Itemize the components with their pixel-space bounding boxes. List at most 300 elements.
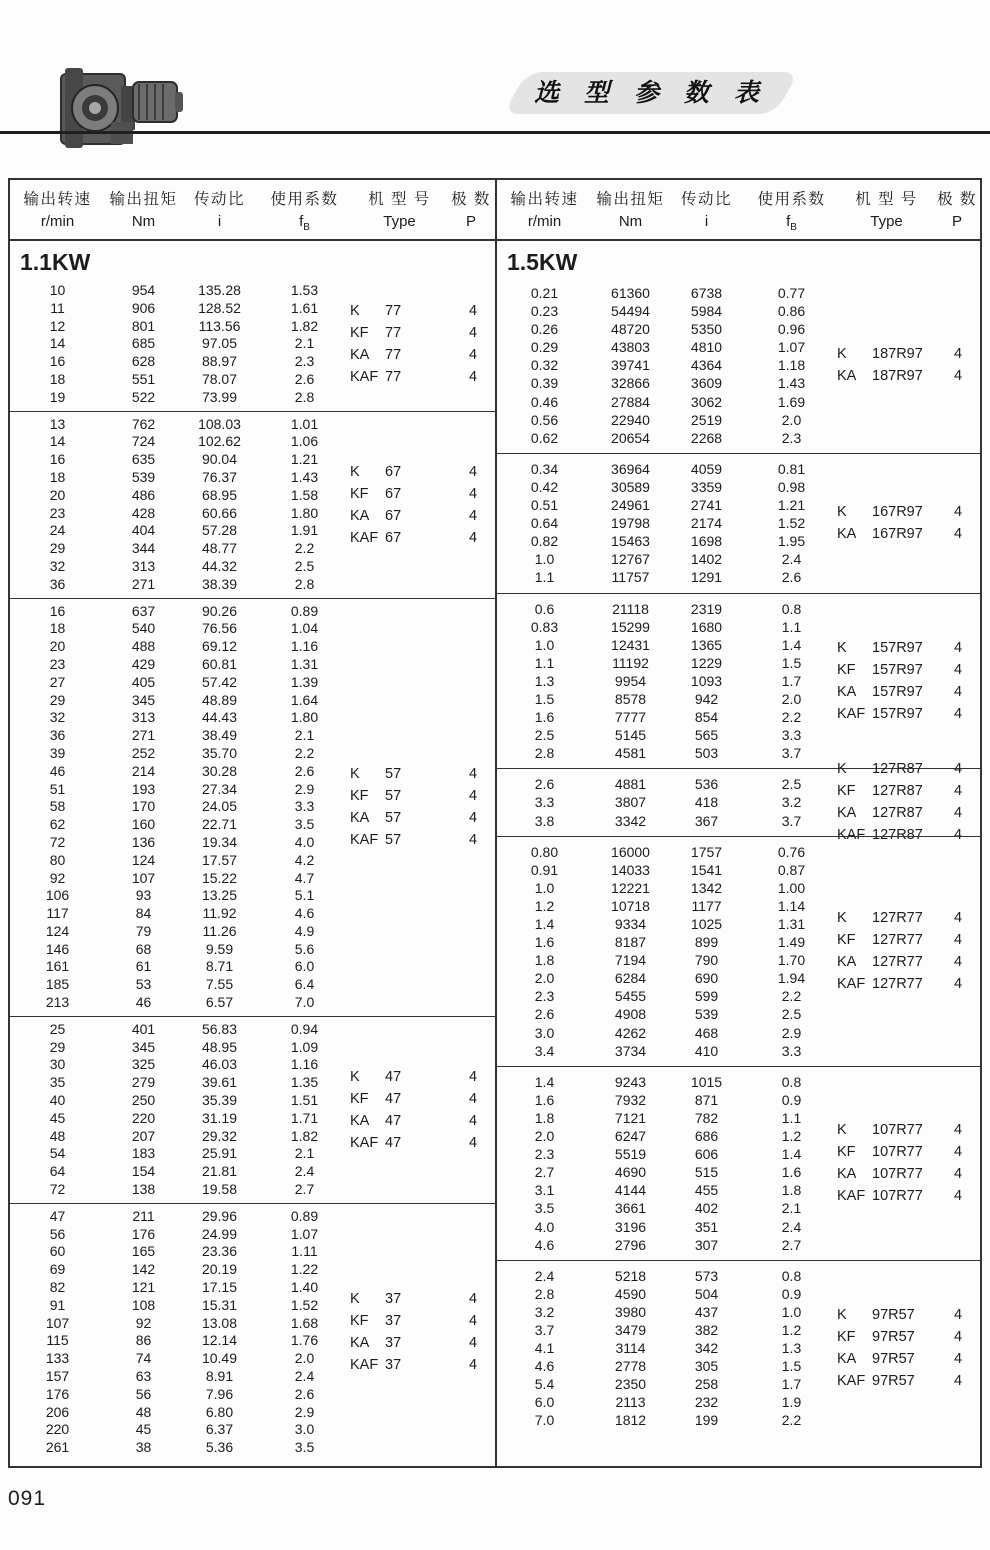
- value-cell: 19: [49, 388, 66, 405]
- value-cell: 0.56: [530, 411, 559, 428]
- poles-value: 4: [468, 463, 478, 480]
- value-cell: 2.7: [781, 1236, 802, 1253]
- value-cell: 3114: [615, 1340, 646, 1357]
- value-cell: 1.0: [781, 1303, 802, 1320]
- value-cell: 1.5: [781, 1358, 802, 1375]
- table-row: [497, 460, 839, 478]
- value-cell: 16000: [611, 843, 650, 860]
- value-cell: 6.4: [294, 976, 315, 993]
- type-row: [837, 1326, 975, 1348]
- value-cell: 1.16: [290, 638, 319, 655]
- value-cell: 14: [49, 433, 66, 450]
- value-cell: 7.0: [294, 994, 315, 1011]
- value-cell: 0.8: [781, 1073, 802, 1090]
- value-cell: 522: [131, 388, 156, 405]
- value-cell: 121: [131, 1279, 156, 1296]
- value-cell: 154: [131, 1163, 156, 1180]
- value-cell: 2741: [690, 497, 723, 514]
- type-row: [837, 780, 975, 802]
- value-cell: 637: [131, 602, 156, 619]
- value-cell: 1.2: [781, 1128, 802, 1145]
- value-cell: 1.0: [534, 879, 555, 896]
- table-row: [497, 987, 839, 1005]
- value-cell: 1.3: [781, 1340, 802, 1357]
- value-cell: 0.39: [530, 375, 559, 392]
- value-cell: 367: [694, 812, 719, 829]
- type-model: 107R77: [872, 1188, 923, 1205]
- table-row: [497, 1321, 839, 1339]
- value-cell: 1.11: [291, 1243, 318, 1260]
- header-cn-label: 传动比: [680, 191, 732, 208]
- type-model: 107R77: [872, 1144, 923, 1161]
- value-cell: 61: [135, 958, 152, 975]
- poles-value: 4: [468, 1112, 478, 1129]
- table-row: [497, 744, 839, 762]
- table-row: [497, 1024, 839, 1042]
- type-series: KA: [837, 805, 857, 822]
- value-cell: 3.2: [781, 794, 802, 811]
- table-row: [497, 302, 839, 320]
- value-cell: 68.95: [201, 486, 238, 503]
- type-row: [837, 1141, 975, 1163]
- value-cell: 56: [135, 1385, 152, 1402]
- value-cell: 93: [135, 887, 152, 904]
- type-model: 77: [385, 325, 402, 342]
- value-cell: 551: [131, 370, 156, 387]
- type-series: K: [837, 910, 847, 927]
- value-cell: 27: [49, 673, 66, 690]
- header-cn-label: 使用系数: [757, 191, 826, 208]
- type-model: 37: [385, 1291, 402, 1308]
- value-cell: 45: [135, 1421, 152, 1438]
- value-cell: 428: [131, 504, 156, 521]
- value-cell: 161: [45, 958, 70, 975]
- value-cell: 6284: [614, 970, 647, 987]
- value-cell: 4.0: [294, 833, 315, 850]
- header-cn-label: 输出转速: [510, 191, 579, 208]
- table-row: [10, 941, 352, 959]
- value-cell: 271: [131, 575, 156, 592]
- value-cell: 47: [49, 1207, 66, 1224]
- poles-value: 4: [953, 1122, 963, 1139]
- poles-value: 4: [468, 1313, 478, 1330]
- type-row: [837, 758, 975, 780]
- value-cell: 48720: [611, 321, 650, 338]
- value-cell: 2.2: [781, 988, 802, 1005]
- table-row: [10, 1039, 352, 1057]
- value-cell: 2.3: [781, 429, 802, 446]
- value-cell: 18: [49, 370, 66, 387]
- value-cell: 107: [45, 1314, 70, 1331]
- type-row: [350, 1288, 490, 1310]
- value-cell: 48.89: [201, 691, 238, 708]
- table-row: [497, 1218, 839, 1236]
- table-row: [497, 284, 839, 302]
- value-cell: 30589: [611, 478, 650, 495]
- value-cell: 32: [49, 557, 66, 574]
- value-cell: 19.34: [201, 833, 238, 850]
- value-cell: 24: [49, 522, 66, 539]
- value-cell: 2.3: [534, 1146, 555, 1163]
- value-cell: 60: [49, 1243, 66, 1260]
- type-series: KAF: [350, 832, 379, 849]
- value-cell: 15299: [611, 618, 650, 635]
- table-row: [10, 816, 352, 834]
- value-cell: 82: [49, 1279, 66, 1296]
- table-row: [497, 1303, 839, 1321]
- value-cell: 25: [49, 1020, 66, 1037]
- poles-value: 4: [953, 761, 963, 778]
- type-model: 47: [385, 1068, 402, 1085]
- value-cell: 43803: [611, 339, 650, 356]
- value-cell: 8578: [614, 690, 647, 707]
- poles-value: 4: [953, 932, 963, 949]
- value-cell: 0.96: [777, 321, 806, 338]
- value-cell: 3.3: [781, 1042, 802, 1059]
- value-cell: 0.62: [530, 429, 559, 446]
- header-unit-label: Nm: [618, 213, 643, 230]
- value-cell: 56: [49, 1225, 66, 1242]
- value-cell: 51: [49, 780, 66, 797]
- table-row: [10, 300, 352, 318]
- value-cell: 35.39: [201, 1092, 238, 1109]
- poles-value: 4: [468, 1068, 478, 1085]
- value-cell: 4.6: [294, 905, 315, 922]
- value-cell: 7.96: [205, 1385, 234, 1402]
- type-series: KA: [350, 347, 370, 364]
- value-cell: 46: [135, 994, 152, 1011]
- value-cell: 1.00: [777, 879, 806, 896]
- value-cell: 0.89: [290, 1207, 319, 1224]
- type-series: KA: [837, 954, 857, 971]
- poles-value: 4: [953, 805, 963, 822]
- table-row: [497, 1357, 839, 1375]
- column-header: [182, 187, 257, 233]
- value-cell: 0.80: [530, 843, 559, 860]
- value-cell: 1.21: [290, 451, 319, 468]
- table-row: [497, 478, 839, 496]
- type-model: 57: [385, 788, 402, 805]
- value-cell: 1.6: [781, 1164, 802, 1181]
- type-model: 77: [385, 303, 402, 320]
- value-cell: 8187: [614, 934, 647, 951]
- value-cell: 84: [135, 905, 152, 922]
- table-row: [497, 532, 839, 550]
- value-cell: 78.07: [201, 370, 238, 387]
- value-cell: 6.0: [534, 1394, 555, 1411]
- value-cell: 1.91: [290, 522, 319, 539]
- value-cell: 1.53: [290, 282, 319, 298]
- type-row: [837, 703, 975, 725]
- value-cell: 9243: [614, 1073, 647, 1090]
- poles-value: 4: [468, 347, 478, 364]
- table-row: [497, 1042, 839, 1060]
- value-cell: 1.0: [534, 551, 555, 568]
- column-header: [592, 187, 669, 233]
- table-row: [10, 1128, 352, 1146]
- value-cell: 1.31: [777, 916, 806, 932]
- value-cell: 1.8: [781, 1182, 802, 1199]
- value-cell: 2.5: [294, 557, 315, 574]
- table-half-1.1kw: [10, 180, 495, 1466]
- value-cell: 5218: [614, 1267, 647, 1284]
- table-row: [497, 496, 839, 514]
- value-cell: 5455: [614, 988, 647, 1005]
- data-rows: [497, 1073, 839, 1254]
- value-cell: 342: [694, 1340, 719, 1357]
- type-row: [350, 807, 490, 829]
- table-row: [10, 1243, 352, 1261]
- value-cell: 1.0: [534, 636, 555, 653]
- type-series: KAF: [837, 827, 866, 844]
- value-cell: 0.76: [777, 843, 806, 860]
- type-model: 67: [385, 485, 402, 502]
- value-cell: 906: [131, 299, 156, 316]
- value-cell: 1.40: [290, 1279, 319, 1296]
- value-cell: 279: [131, 1074, 156, 1091]
- value-cell: 258: [694, 1376, 719, 1393]
- value-cell: 2.8: [534, 745, 555, 762]
- value-cell: 2268: [690, 429, 723, 446]
- data-rows: [10, 282, 352, 407]
- table-row: [10, 1439, 352, 1457]
- value-cell: 1177: [691, 897, 722, 914]
- type-row: [837, 501, 975, 523]
- value-cell: 27.34: [201, 780, 238, 797]
- value-cell: 185: [45, 976, 70, 993]
- value-cell: 29: [49, 540, 66, 557]
- column-header: [744, 187, 839, 233]
- poles-value: 4: [468, 325, 478, 342]
- type-row: [350, 366, 490, 388]
- table-row: [10, 318, 352, 336]
- value-cell: 165: [131, 1243, 156, 1260]
- table-row: [10, 1404, 352, 1422]
- poles-value: 4: [953, 346, 963, 363]
- type-model: 47: [385, 1134, 402, 1151]
- value-cell: 942: [694, 690, 719, 707]
- value-cell: 7932: [614, 1091, 647, 1108]
- value-cell: 5.36: [205, 1439, 234, 1456]
- value-cell: 871: [694, 1091, 719, 1108]
- power-rating-title: 1.1KW: [20, 249, 91, 275]
- value-cell: 2.4: [534, 1267, 555, 1284]
- value-cell: 790: [694, 952, 719, 969]
- header-unit-label: i: [217, 213, 222, 230]
- type-model: 47: [385, 1090, 402, 1107]
- value-cell: 405: [131, 673, 156, 690]
- table-row: [10, 798, 352, 816]
- table-row: [497, 708, 839, 726]
- type-series: KF: [350, 485, 369, 502]
- value-cell: 2.2: [781, 709, 802, 726]
- value-cell: 250: [131, 1092, 156, 1109]
- table-row: [10, 1181, 352, 1199]
- value-cell: 4690: [614, 1164, 647, 1181]
- poles-value: 4: [953, 368, 963, 385]
- gear-size-block: [10, 411, 495, 598]
- page-number: 091: [8, 1487, 47, 1510]
- value-cell: 86: [135, 1332, 152, 1349]
- table-row: [497, 726, 839, 744]
- value-cell: 24.99: [201, 1225, 238, 1242]
- value-cell: 56.83: [201, 1020, 238, 1037]
- value-cell: 437: [694, 1303, 719, 1320]
- type-series: K: [350, 766, 360, 783]
- table-row: [10, 1092, 352, 1110]
- type-model: 37: [385, 1335, 402, 1352]
- value-cell: 0.91: [530, 861, 559, 878]
- value-cell: 36: [49, 727, 66, 744]
- value-cell: 1.64: [290, 691, 319, 708]
- value-cell: 1.70: [777, 952, 806, 969]
- header-unit-label: i: [704, 213, 709, 230]
- value-cell: 1.8: [534, 1109, 555, 1126]
- value-cell: 5984: [690, 303, 723, 320]
- poles-value: 4: [468, 1335, 478, 1352]
- value-cell: 1.5: [534, 690, 555, 707]
- value-cell: 1.95: [777, 533, 806, 550]
- header-unit-label: P: [465, 213, 476, 230]
- value-cell: 1.14: [777, 897, 806, 914]
- table-row: [10, 994, 352, 1012]
- value-cell: 1757: [690, 843, 723, 860]
- table-row: [497, 1145, 839, 1163]
- value-cell: 2519: [690, 411, 723, 428]
- value-cell: 1.43: [777, 375, 806, 392]
- table-row: [10, 335, 352, 353]
- value-cell: 39: [49, 744, 66, 761]
- data-rows: [497, 843, 839, 1060]
- value-cell: 539: [694, 1006, 719, 1023]
- poles-value: 4: [468, 303, 478, 320]
- table-row: [10, 709, 352, 727]
- value-cell: 206: [45, 1403, 70, 1420]
- type-row: [837, 523, 975, 545]
- value-cell: 40: [49, 1092, 66, 1109]
- value-cell: 2.6: [534, 1006, 555, 1023]
- column-header: [497, 187, 592, 233]
- gear-size-block: [497, 761, 980, 844]
- value-cell: 1.21: [777, 497, 806, 514]
- type-series: K: [837, 504, 847, 521]
- gear-size-block: [497, 1260, 980, 1436]
- value-cell: 2.6: [294, 370, 315, 387]
- value-cell: 2.4: [294, 1163, 315, 1180]
- type-series: KF: [350, 1090, 369, 1107]
- type-list: [837, 1067, 975, 1260]
- value-cell: 0.82: [530, 533, 559, 550]
- table-half-1.5kw: [495, 180, 980, 1466]
- table-row: [497, 1393, 839, 1411]
- poles-value: 4: [953, 639, 963, 656]
- value-cell: 3.0: [534, 1024, 555, 1041]
- value-cell: 2.6: [294, 1385, 315, 1402]
- value-cell: 23: [49, 504, 66, 521]
- value-cell: 0.34: [530, 460, 559, 477]
- value-cell: 106: [45, 887, 70, 904]
- banner-title: 选 型 参 数 表: [534, 79, 768, 107]
- value-cell: 4.6: [534, 1236, 555, 1253]
- value-cell: 108.03: [198, 415, 241, 432]
- value-cell: 48: [135, 1403, 152, 1420]
- type-row: [837, 1304, 975, 1326]
- value-cell: 15.22: [201, 869, 238, 886]
- value-cell: 345: [131, 691, 156, 708]
- type-series: KA: [837, 1351, 857, 1368]
- value-cell: 3.1: [534, 1182, 555, 1199]
- value-cell: 4908: [614, 1006, 647, 1023]
- value-cell: 0.8: [781, 600, 802, 617]
- type-model: 57: [385, 832, 402, 849]
- value-cell: 220: [45, 1421, 70, 1438]
- value-cell: 325: [131, 1056, 156, 1073]
- value-cell: 44.32: [201, 557, 238, 574]
- value-cell: 4.6: [534, 1358, 555, 1375]
- poles-value: 4: [953, 954, 963, 971]
- value-cell: 5.4: [534, 1376, 555, 1393]
- value-cell: 11757: [611, 569, 650, 586]
- value-cell: 1.1: [534, 569, 555, 586]
- type-row: [350, 1132, 490, 1154]
- poles-value: 4: [953, 1373, 963, 1390]
- value-cell: 1.16: [290, 1056, 319, 1073]
- value-cell: 536: [694, 776, 719, 793]
- poles-value: 4: [953, 1166, 963, 1183]
- poles-value: 4: [468, 788, 478, 805]
- value-cell: 117: [46, 905, 69, 922]
- value-cell: 36: [49, 575, 66, 592]
- value-cell: 10718: [611, 897, 650, 914]
- value-cell: 46: [49, 762, 66, 779]
- type-model: 127R77: [872, 976, 923, 993]
- value-cell: 4364: [690, 357, 723, 374]
- value-cell: 3.2: [534, 1303, 555, 1320]
- type-series: KA: [350, 1112, 370, 1129]
- table-row: [10, 451, 352, 469]
- type-row: [837, 681, 975, 703]
- power-rating-title: 1.5KW: [507, 249, 578, 275]
- value-cell: 1.35: [290, 1074, 319, 1091]
- table-row: [497, 775, 839, 793]
- table-row: [497, 897, 839, 915]
- gear-size-block: [497, 1066, 980, 1260]
- value-cell: 1.58: [290, 486, 319, 503]
- value-cell: 854: [694, 709, 719, 726]
- value-cell: 0.46: [530, 393, 559, 410]
- type-row: [837, 802, 975, 824]
- value-cell: 1.49: [777, 934, 806, 951]
- value-cell: 2.8: [534, 1285, 555, 1302]
- type-model: 67: [385, 463, 402, 480]
- table-row: [10, 558, 352, 576]
- value-cell: 88.97: [201, 353, 238, 370]
- type-model: 37: [385, 1357, 402, 1374]
- value-cell: 2.6: [534, 776, 555, 793]
- value-cell: 20.19: [201, 1261, 238, 1278]
- value-cell: 12431: [611, 636, 650, 653]
- type-series: K: [350, 303, 360, 320]
- value-cell: 1402: [690, 551, 723, 568]
- type-model: 67: [385, 529, 402, 546]
- value-cell: 1.52: [777, 515, 806, 532]
- value-cell: 35.70: [201, 744, 238, 761]
- type-list: [837, 594, 975, 769]
- value-cell: 4.7: [294, 869, 315, 886]
- value-cell: 3.3: [534, 794, 555, 811]
- value-cell: 344: [131, 540, 156, 557]
- table-row: [497, 374, 839, 392]
